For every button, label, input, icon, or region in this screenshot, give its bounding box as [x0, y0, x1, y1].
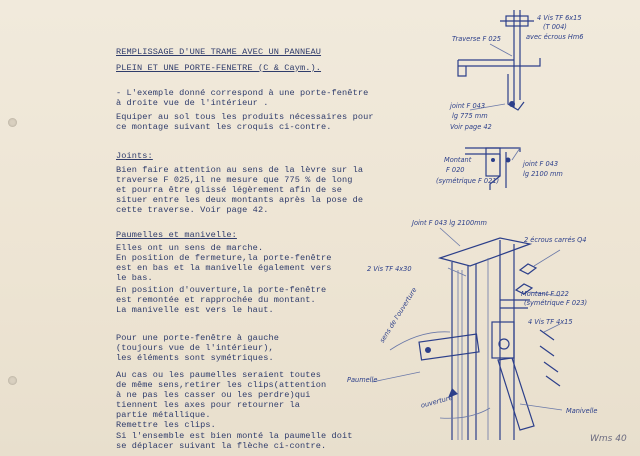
label-manivelle: Manivelle [566, 407, 598, 415]
title-line-1: REMPLISSAGE D'UNE TRAME AVEC UN PANNEAU [116, 47, 322, 57]
gauche-line-2: (toujours vue de l'intérieur), [116, 343, 274, 353]
label-ecrous: 2 écrous carrés Q4 [524, 236, 587, 244]
label-montant-symetrique: (symétrique F 021) [436, 177, 500, 185]
label-vis-top-1: 4 Vis TF 6x15 [537, 14, 582, 22]
label-montant-f022-symetrique: (symétrique F 023) [524, 299, 588, 307]
label-traverse: Traverse F 025 [452, 35, 501, 43]
paumelles-line-6: est remontée et rapprochée du montant. [116, 295, 316, 305]
cas-line-4: tiennent les axes pour retourner la [116, 400, 300, 410]
label-montant: Montant [444, 156, 472, 164]
joints-line-4: situer entre les deux montants après la pose de [116, 195, 364, 205]
cas-line-2: de même sens,retirer les clips(attention [116, 380, 327, 390]
paumelles-line-5: En position d'ouverture,la porte-fenêtre [116, 285, 327, 295]
page-stamp: Wms 40 [590, 434, 627, 444]
paumelles-heading: Paumelles et manivelle: [116, 230, 237, 240]
cas-line-5: partie métallique. [116, 410, 211, 420]
gauche-line-1: Pour une porte-fenêtre à gauche [116, 333, 279, 343]
paumelles-line-1: Elles ont un sens de marche. [116, 243, 264, 253]
label-joint-f043-b: joint F 043 [523, 160, 559, 168]
cas-line-7: Si l'ensemble est bien monté la paumelle doit [116, 431, 353, 441]
joints-line-5: cette traverse. Voir page 42. [116, 205, 269, 215]
label-joint-f043-b-length: lg 2100 mm [523, 170, 563, 178]
paumelles-line-7: La manivelle est vers le haut. [116, 305, 274, 315]
label-vis-top-2: (T 004) [543, 23, 567, 31]
label-sens-ouverture: sens de l'ouverture [378, 286, 419, 345]
joints-heading: Joints: [116, 151, 153, 161]
intro-line-4: ce montage suivant les croquis ci-contre. [116, 122, 332, 132]
joints-line-2: traverse F 025,il ne mesure que 775 % de long [116, 175, 353, 185]
gauche-line-3: les éléments sont symétriques. [116, 353, 274, 363]
paumelles-line-4: le bas. [116, 273, 153, 283]
paumelles-line-2: En position de fermeture,la porte-fenêtre [116, 253, 332, 263]
cas-line-3: à ne pas les casser ou les perdre)qui [116, 390, 311, 400]
intro-line-2: à droite vue de l'intérieur . [116, 98, 269, 108]
label-montant-ref: F 020 [446, 166, 465, 174]
cas-line-8: se déplacer suivant la flèche ci-contre. [116, 441, 327, 451]
label-voir-page: Voir page 42 [450, 123, 492, 131]
joints-line-1: Bien faire attention au sens de la lèvre sur la [116, 165, 364, 175]
label-montant-f022: Montant F 022 [521, 290, 569, 298]
label-joint-f043-a: joint F 043 [450, 102, 486, 110]
traverse-profile-drawing [458, 10, 540, 110]
label-ouverture: ouverture [420, 393, 454, 410]
label-joint-f043-a-length: lg 775 mm [452, 112, 488, 120]
cas-line-6: Remettre les clips. [116, 420, 216, 430]
label-vis-4: 4 Vis TF 4x15 [528, 318, 573, 326]
label-paumelle: Paumelle [347, 376, 378, 384]
title-line-2: PLEIN ET UNE PORTE-FENETRE (C & Caym.). [116, 63, 322, 73]
label-vis-top-3: avec écrous Hm6 [526, 33, 584, 41]
intro-line-3: Equiper au sol tous les produits nécessaires pour [116, 112, 374, 122]
label-joint-top: Joint F 043 lg 2100mm [412, 219, 487, 227]
paumelles-line-3: est en bas et la manivelle également vers [116, 263, 332, 273]
frame-assembly-drawing [372, 228, 562, 440]
cas-line-1: Au cas ou les paumelles seraient toutes [116, 370, 322, 380]
joints-line-3: et pourra être glissé légèrement afin de se [116, 185, 343, 195]
intro-line-1: - L'exemple donné correspond à une porte-fenêtre [116, 88, 369, 98]
label-vis-2: 2 Vis TF 4x30 [367, 265, 412, 273]
